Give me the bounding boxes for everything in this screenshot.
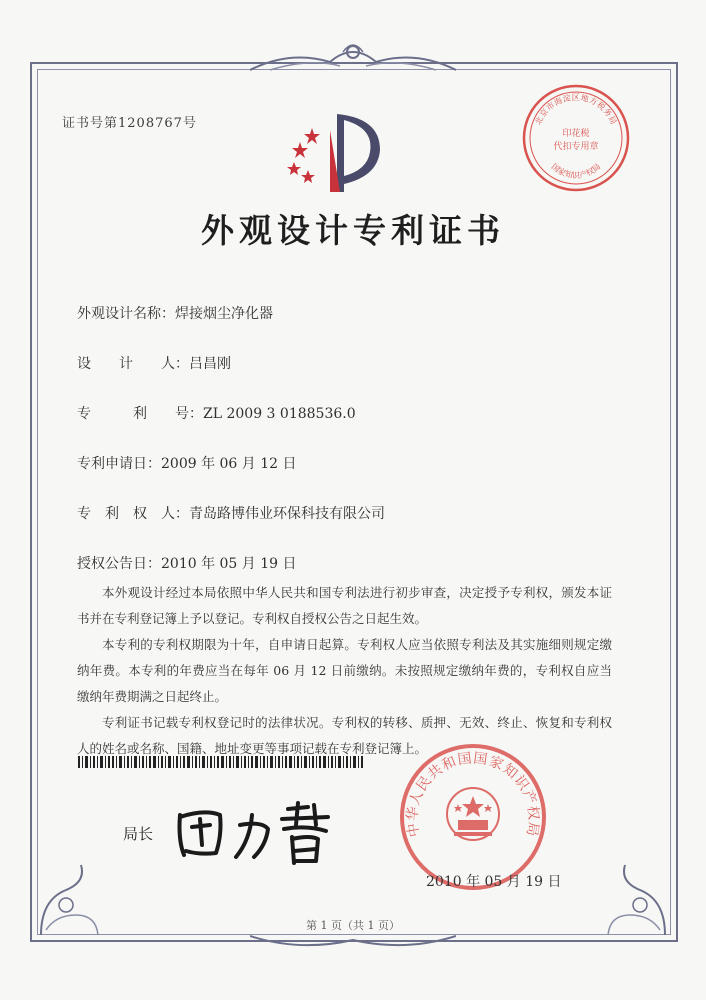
filing-date-label: 专利申请日：	[77, 456, 161, 472]
body-paragraph-1: 本外观设计经过本局依照中华人民共和国专利法进行初步审查，决定授予专利权，颁发本证书并在专利登记簿上予以登记。专利权自授权公告之日起生效。	[77, 585, 612, 626]
patent-office-logo-icon	[282, 100, 392, 200]
barcode-icon	[78, 756, 363, 768]
patent-number-value: ZL 2009 3 0188536.0	[203, 406, 356, 422]
filing-date-value: 2009 年 06 月 12 日	[161, 456, 297, 472]
design-name-row	[77, 303, 273, 323]
patent-number-label: 专 利 号：	[77, 406, 203, 422]
small-seal-mid1-text: 印花税	[562, 129, 590, 139]
announce-date-row	[77, 553, 297, 573]
designer-label: 设 计 人：	[77, 356, 189, 372]
design-name-label: 外观设计名称：	[77, 306, 175, 322]
patentee-label: 专 利 权 人：	[77, 506, 189, 522]
body-paragraph-2: 本专利的专利权期限为十年，自申请日起算。专利权人应当依照专利法及其实施细则规定缴纳年费。本专利的年费应当在每年 06 月 12 日前缴纳。未按照规定缴纳年费的，专利权自应当缴纳年费期满之日起终止。	[77, 637, 612, 704]
page-number: 第 1 页（共 1 页）	[306, 919, 400, 932]
top-ornament-icon	[250, 40, 456, 76]
certificate-number: 证书号第1208767号	[62, 116, 197, 131]
official-seal-text: 中华人民共和国国家知识产权局	[404, 750, 542, 839]
filing-date-row	[77, 453, 297, 473]
tax-seal-icon	[520, 82, 632, 194]
bottom-center-ornament-icon	[250, 930, 456, 954]
patentee-value: 青岛路博伟业环保科技有限公司	[189, 506, 385, 522]
design-name-value: 焊接烟尘净化器	[175, 306, 273, 322]
issue-date: 2010 年 05 月 19 日	[426, 874, 562, 890]
director-signature-icon	[170, 795, 340, 870]
director-label: 局长	[123, 825, 154, 843]
certificate-body	[77, 580, 612, 762]
announce-date-value: 2010 年 05 月 19 日	[161, 556, 297, 572]
announce-date-label: 授权公告日：	[77, 556, 161, 572]
page-title: 外观设计专利证书	[201, 211, 505, 250]
small-seal-bottom-text: 国家知识产权局	[549, 161, 603, 180]
svg-text:国家知识产权局	[550, 162, 603, 180]
body-paragraph-3: 专利证书记载专利权登记时的法律状况。专利权的转移、质押、无效、终止、恢复和专利权人的姓名或名称、国籍、地址变更等事项记载在专利登记簿上。	[77, 715, 612, 756]
small-seal-top-text: 北京市海淀区地方税务局	[533, 93, 619, 127]
patent-number-row	[77, 403, 356, 423]
designer-row	[77, 353, 231, 373]
patentee-row	[77, 503, 385, 523]
official-seal-icon	[398, 742, 548, 892]
designer-value: 吕昌刚	[189, 356, 231, 372]
small-seal-mid2-text: 代扣专用章	[553, 142, 599, 152]
